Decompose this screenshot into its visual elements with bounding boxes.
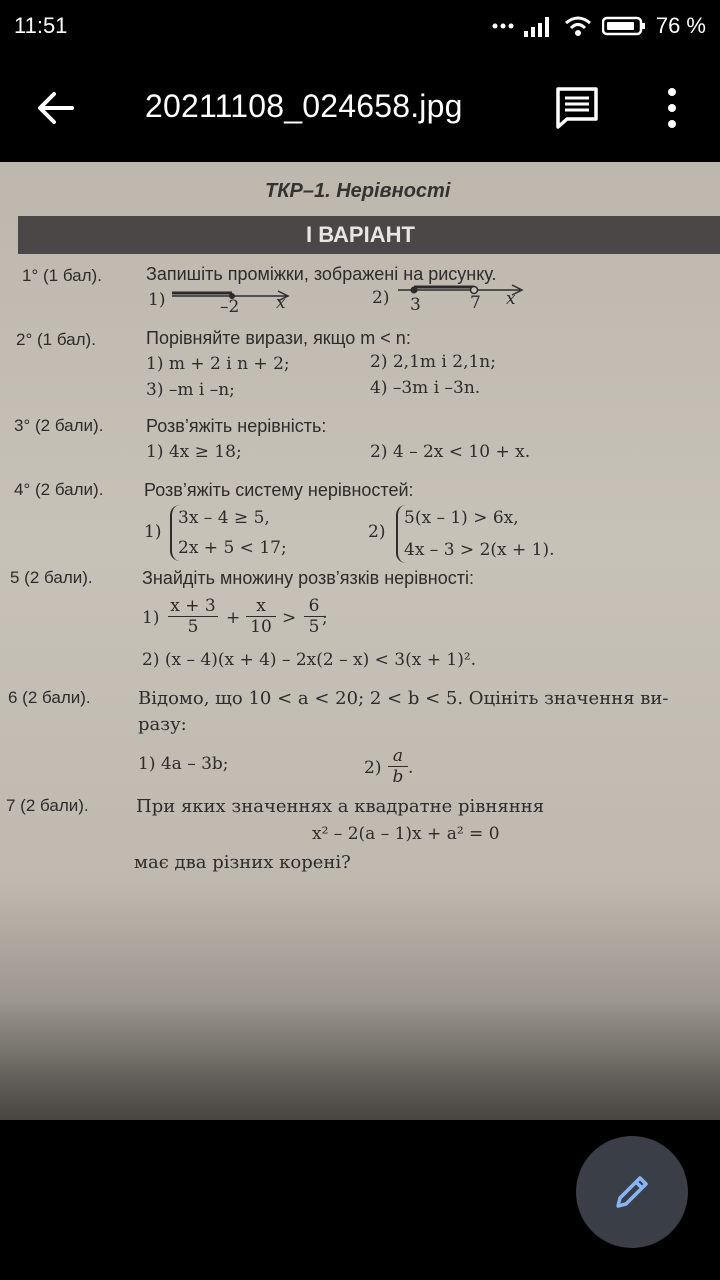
app-bar	[0, 52, 720, 162]
fraction-a-b	[388, 746, 408, 787]
task-6-text-1: Відомо, що 10 < a < 20; 2 < b < 5. Оцініть значення ви-	[138, 688, 669, 709]
wifi-icon	[564, 15, 592, 37]
task-2-d: 4) –3m і –3n.	[370, 378, 481, 398]
file-title: 20211108_024658.jpg	[145, 88, 463, 124]
fraction-3	[304, 596, 324, 637]
task-2-c: 3) –m і –n;	[146, 380, 235, 400]
task-2-text: Порівняйте вирази, якщо m < n:	[146, 328, 411, 348]
more-options-icon[interactable]	[660, 86, 684, 130]
task-2-number: 2° (1 бал).	[16, 330, 96, 349]
fraction-3-denominator: 5	[308, 617, 320, 637]
task-5-b: 2) (x – 4)(x + 4) – 2x(2 – x) < 3(x + 1)².	[142, 650, 477, 670]
fraction-1-denominator: 5	[187, 617, 199, 637]
system-1-line-2: 2x + 5 < 17;	[178, 538, 287, 558]
number-line-2-label-7: 7	[470, 293, 481, 313]
fraction-a-b-denominator: b	[392, 767, 404, 787]
task-1-part-2: 2)	[372, 288, 390, 308]
task-5-number: 5 (2 бали).	[10, 568, 93, 587]
document-photo[interactable]	[0, 162, 720, 1120]
task-1-part-1: 1)	[148, 290, 166, 310]
status-bar	[0, 0, 720, 52]
fraction-1-numerator: x + 3	[168, 596, 218, 617]
task-4-number: 4° (2 бали).	[14, 480, 104, 499]
variant-banner	[18, 216, 720, 254]
more-notifications-icon	[492, 22, 514, 30]
task-6-dot: .	[408, 758, 414, 778]
system-2-line-2: 4x – 3 > 2(x + 1).	[404, 540, 555, 560]
edit-button[interactable]	[576, 1136, 688, 1248]
task-6-part-2: 2)	[364, 758, 382, 778]
status-time: 11:51	[14, 13, 68, 38]
comment-icon[interactable]	[555, 86, 599, 130]
number-line-2-label-3: 3	[410, 295, 421, 315]
system-2-line-1: 5(x – 1) > 6x,	[404, 508, 519, 528]
task-3-text: Розв’яжіть нерівність:	[146, 416, 327, 436]
number-line-1-x: x	[276, 293, 286, 313]
task-7-text-1: При яких значеннях a квадратне рівняння	[136, 796, 545, 817]
task-6-a: 1) 4a – 3b;	[138, 754, 229, 774]
task-6-number: 6 (2 бали).	[8, 688, 91, 707]
pencil-icon	[612, 1172, 652, 1212]
task-2-b: 2) 2,1m і 2,1n;	[370, 352, 496, 372]
back-arrow-icon[interactable]	[36, 88, 76, 128]
variant-label: І ВАРІАНТ	[306, 222, 415, 247]
task-1-number: 1° (1 бал).	[22, 266, 102, 285]
task-2-a: 1) m + 2 і n + 2;	[146, 354, 290, 374]
task-4-text: Розв’яжіть систему нерівностей:	[144, 480, 414, 500]
system-1-line-1: 3x – 4 ≥ 5,	[178, 508, 270, 528]
task-3-b: 2) 4 – 2x < 10 + x.	[370, 442, 531, 462]
battery-icon	[602, 15, 646, 37]
task-5-part-1: 1)	[142, 608, 160, 628]
fraction-1	[168, 596, 218, 637]
semicolon: ;	[322, 608, 328, 628]
fraction-3-numerator: 6	[304, 596, 324, 617]
battery-percent: 76 %	[655, 13, 706, 38]
task-3-a: 1) 4x ≥ 18;	[146, 442, 242, 462]
greater-sign: >	[282, 608, 297, 628]
task-7-text-2: має два різних корені?	[134, 852, 351, 873]
task-3-number: 3° (2 бали).	[14, 416, 104, 435]
task-1-text: Запишіть проміжки, зображені на рисунку.	[146, 264, 497, 284]
signal-icon	[524, 15, 554, 37]
task-7-number: 7 (2 бали).	[6, 796, 89, 815]
task-5-text: Знайдіть множину розв’язків нерівності:	[142, 568, 474, 588]
number-line-2-x: x	[506, 289, 516, 309]
task-4-part-2: 2)	[368, 522, 386, 542]
photo-shadow	[0, 1000, 720, 1120]
fraction-a-b-numerator: a	[388, 746, 408, 767]
task-7-equation: x² – 2(a – 1)x + a² = 0	[312, 824, 500, 844]
status-icons	[492, 13, 706, 39]
fraction-2-numerator: x	[246, 596, 276, 617]
plus-sign: +	[226, 608, 241, 628]
fraction-2-denominator: 10	[250, 617, 272, 637]
number-line-1-label: –2	[220, 297, 240, 317]
task-4-part-1: 1)	[144, 522, 162, 542]
fraction-2	[246, 596, 276, 637]
doc-header: ТКР–1. Нерівності	[265, 180, 451, 202]
task-6-text-2: разу:	[138, 714, 187, 735]
